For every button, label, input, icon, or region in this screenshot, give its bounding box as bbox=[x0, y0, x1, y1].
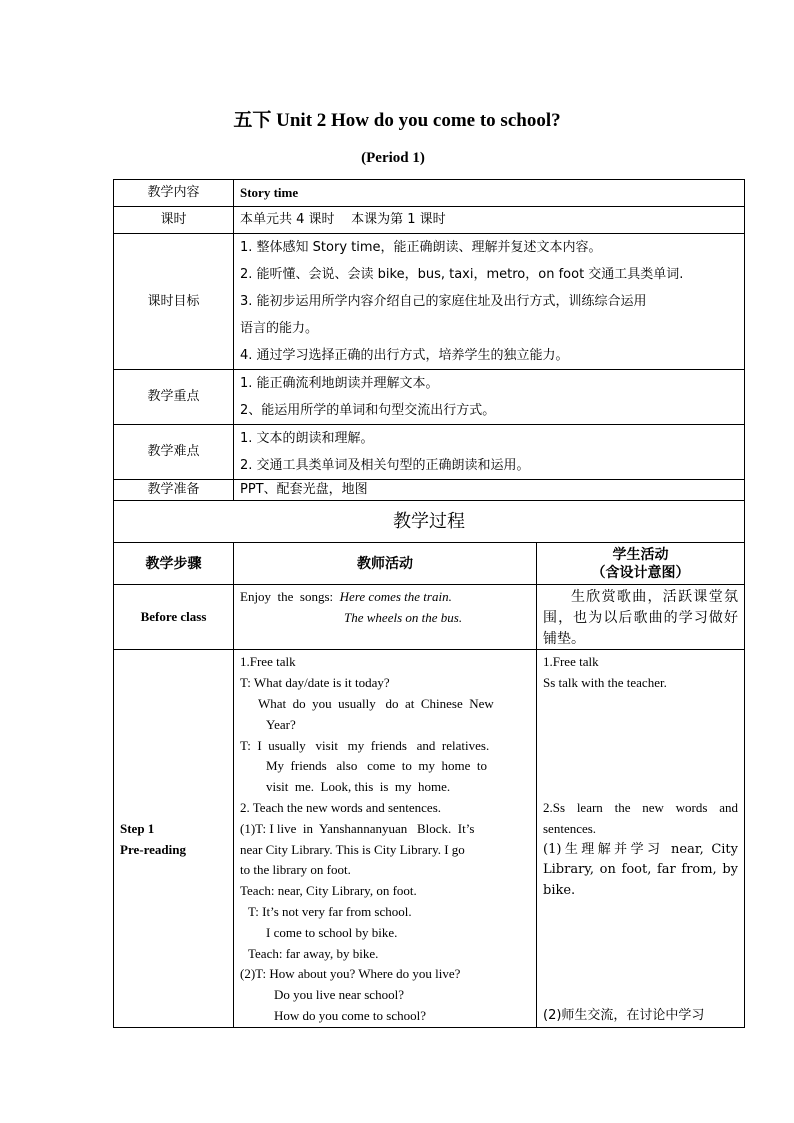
key-point-item: 1. 能正确流利地朗读并理解文本。 bbox=[240, 376, 439, 391]
goal-item: 4. 通过学习选择正确的出行方式，培养学生的独立能力。 bbox=[240, 348, 569, 363]
student-free-talk-title: 1.Free talk bbox=[543, 654, 599, 670]
teacher-line: (1)T: I live in Yanshannanyuan Block. It’s bbox=[240, 820, 475, 836]
teacher-line: How do you come to school? bbox=[274, 1007, 427, 1023]
difficulty-item: 1. 文本的朗读和理解。 bbox=[240, 431, 374, 446]
row-difficulties bbox=[114, 425, 745, 480]
difficulties-list bbox=[234, 425, 745, 480]
student-learn-text: (1)生理解并学习 near, City Library, on foot, far from, by bike. bbox=[543, 841, 738, 899]
hours-label: 课时 bbox=[114, 207, 234, 234]
goal-item: 3. 能初步运用所学内容介绍自己的家庭住址及出行方式，训练综合运用 bbox=[240, 294, 647, 309]
teacher-line: My friends also come to my home to bbox=[266, 758, 487, 774]
teacher-line: 1.Free talk bbox=[240, 654, 296, 670]
before-class-step: Before class bbox=[114, 585, 234, 650]
before-class-teacher bbox=[234, 585, 537, 650]
teacher-line: to the library on foot. bbox=[240, 862, 351, 878]
period-label: (Period 1) bbox=[361, 150, 425, 166]
step1-teacher bbox=[234, 650, 537, 1027]
teacher-line: T: It’s not very far from school. bbox=[248, 903, 412, 919]
process-title: 教学过程 bbox=[114, 501, 745, 543]
col-student-title: 学生活动 bbox=[612, 546, 669, 563]
teacher-line: What do you usually do at Chinese New bbox=[258, 695, 494, 711]
content-label: 教学内容 bbox=[114, 180, 234, 207]
goals-label: 课时目标 bbox=[114, 234, 234, 370]
student-discuss-text: (2)师生交流，在讨论中学习 bbox=[543, 1007, 705, 1023]
teacher-line: near City Library. This is City Library. I go bbox=[240, 841, 465, 857]
prep-value: PPT、配套光盘，地图 bbox=[234, 480, 745, 501]
goal-item: 2. 能听懂、会说、会读 bike，bus, taxi，metro，on foot 交通工具类单词. bbox=[240, 267, 684, 282]
row-content bbox=[114, 180, 745, 207]
row-hours bbox=[114, 207, 745, 234]
teacher-line: T: I usually visit my friends and relatives. bbox=[240, 737, 490, 753]
teacher-line: Teach: near, City Library, on foot. bbox=[240, 883, 417, 899]
document-subtitle bbox=[0, 150, 794, 167]
row-before-class bbox=[114, 585, 745, 650]
prep-label: 教学准备 bbox=[114, 480, 234, 501]
row-column-headers bbox=[114, 543, 745, 585]
goals-list bbox=[234, 234, 745, 370]
song-title-1: Here comes the train. bbox=[339, 589, 452, 604]
key-points-list bbox=[234, 370, 745, 425]
hours-value: 本单元共 4 课时 本课为第 1 课时 bbox=[234, 207, 745, 234]
student-learn-title: 2.Ss learn the new words and sentences. bbox=[543, 799, 738, 836]
step1-line1: Step 1 bbox=[120, 820, 155, 836]
lesson-plan-table bbox=[113, 179, 745, 1028]
teacher-line: Do you live near school? bbox=[274, 987, 404, 1003]
col-step-header: 教学步骤 bbox=[114, 543, 234, 585]
step1-student bbox=[537, 650, 745, 1027]
goal-item: 1. 整体感知 Story time，能正确朗读、理解并复述文本内容。 bbox=[240, 240, 602, 255]
row-goals bbox=[114, 234, 745, 370]
key-label: 教学重点 bbox=[114, 370, 234, 425]
difficulty-item: 2. 交通工具类单词及相关句型的正确朗读和运用。 bbox=[240, 458, 530, 473]
diff-label: 教学难点 bbox=[114, 425, 234, 480]
teacher-line: 2. Teach the new words and sentences. bbox=[240, 799, 442, 815]
before-class-student bbox=[537, 585, 745, 650]
student-free-talk-text: Ss talk with the teacher. bbox=[543, 675, 667, 691]
teacher-line: I come to school by bike. bbox=[266, 924, 398, 940]
before-class-student-text: 生欣赏歌曲，活跃课堂氛围，也为以后歌曲的学习做好铺垫。 bbox=[543, 589, 738, 647]
step1-label bbox=[114, 650, 234, 1027]
teacher-line: Teach: far away, by bike. bbox=[248, 945, 379, 961]
song-title-2: The wheels on the bus. bbox=[344, 609, 463, 625]
teacher-line: (2)T: How about you? Where do you live? bbox=[240, 966, 461, 982]
key-point-item: 2、能运用所学的单词和句型交流出行方式。 bbox=[240, 403, 496, 418]
step1-line2: Pre-reading bbox=[120, 841, 186, 857]
teacher-line: T: What day/date is it today? bbox=[240, 675, 390, 691]
row-process-title bbox=[114, 501, 745, 543]
song-intro: Enjoy the songs: bbox=[240, 589, 340, 604]
row-key-points bbox=[114, 370, 745, 425]
col-teacher-header: 教师活动 bbox=[234, 543, 537, 585]
teacher-line: Year? bbox=[266, 716, 296, 732]
content-value: Story time bbox=[234, 180, 745, 207]
document-title: 五下 Unit 2 How do you come to school? bbox=[233, 110, 561, 131]
teacher-line: visit me. Look, this is my home. bbox=[266, 779, 451, 795]
goal-item: 语言的能力。 bbox=[240, 321, 319, 336]
row-prep bbox=[114, 480, 745, 501]
col-student-header bbox=[537, 543, 745, 585]
row-step1 bbox=[114, 650, 745, 1027]
col-student-note: （含设计意图） bbox=[591, 564, 690, 581]
